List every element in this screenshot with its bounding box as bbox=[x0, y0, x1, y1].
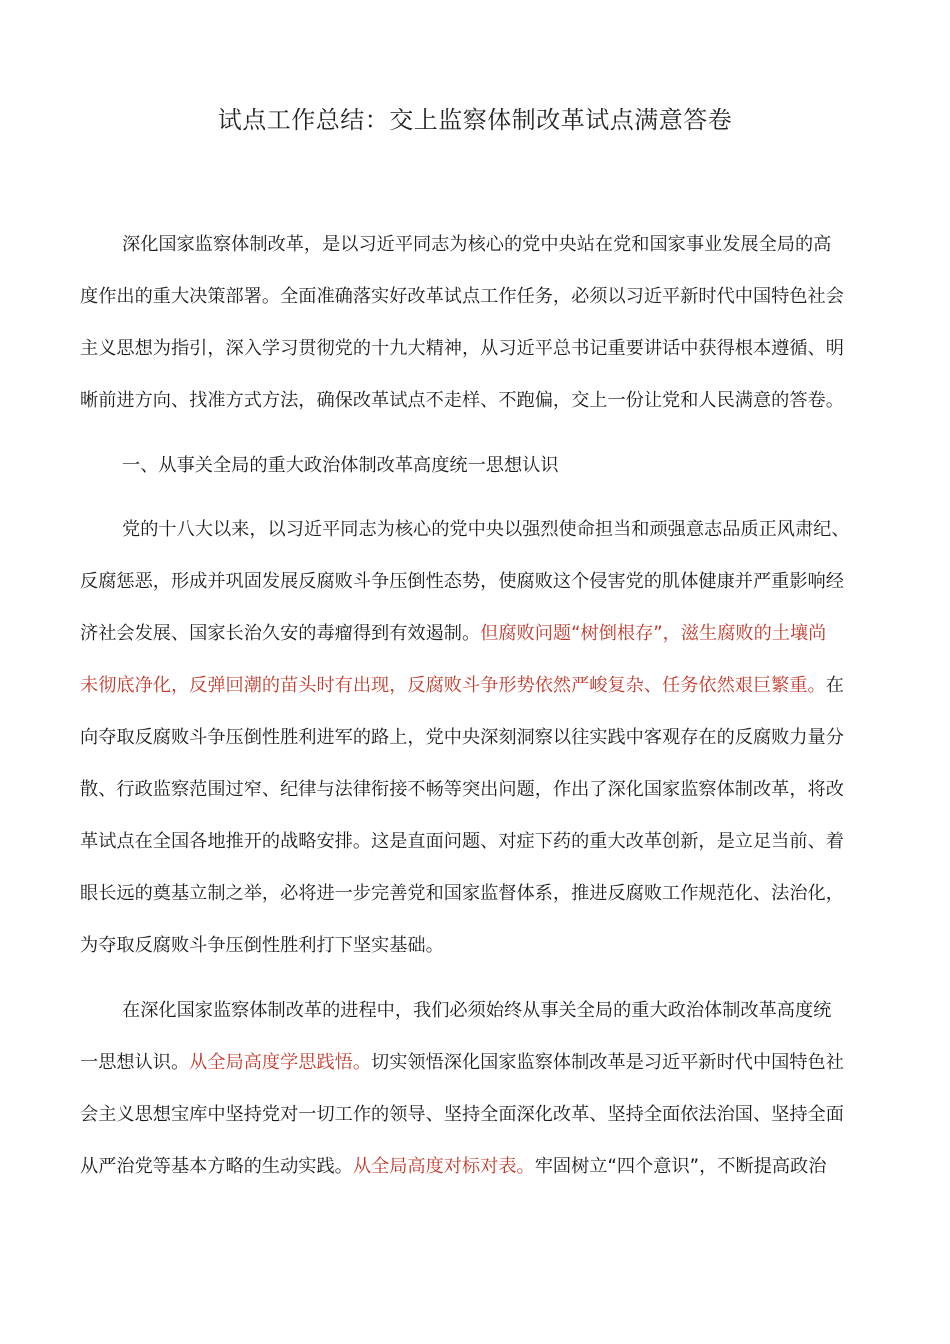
document-title: 试点工作总结：交上监察体制改革试点满意答卷 bbox=[217, 106, 733, 134]
p2-line-6: 散、行政监察范围过窄、纪律与法律衔接不畅等突出问题，作出了深化国家监察体制改革，将改 bbox=[80, 779, 844, 800]
p2-line-3-text: 济社会发展、国家长治久安的毒瘤得到有效遏制。 bbox=[80, 623, 481, 644]
p2-line-5: 向夺取反腐败斗争压倒性胜利进军的路上，党中央深刻洞察以往实践中客观存在的反腐败力量分 bbox=[80, 727, 844, 748]
p3-line-2-text-a: 一思想认识。 bbox=[80, 1052, 190, 1073]
p2-highlight-1: 但腐败问题“树倒根存”，滋生腐败的土壤尚 bbox=[480, 623, 827, 644]
p1-line-3: 主义思想为指引，深入学习贯彻党的十九大精神，从习近平总书记重要讲话中获得根本遵循、明 bbox=[80, 338, 844, 359]
p1-line-4: 晰前进方向、找准方式方法，确保改革试点不走样、不跑偏，交上一份让党和人民满意的答卷。 bbox=[80, 390, 844, 411]
p1-line-1: 深化国家监察体制改革，是以习近平同志为核心的党中央站在党和国家事业发展全局的高 bbox=[122, 234, 832, 255]
p3-line-2-text-b: 切实领悟深化国家监察体制改革是习近平新时代中国特色社 bbox=[371, 1052, 844, 1073]
p3-highlight-1: 从全局高度学思践悟。 bbox=[189, 1052, 372, 1073]
p3-line-3: 会主义思想宝库中坚持党对一切工作的领导、坚持全面深化改革、坚持全面依法治国、坚持全面 bbox=[80, 1104, 844, 1125]
p1-line-2: 度作出的重大决策部署。全面准确落实好改革试点工作任务，必须以习近平新时代中国特色社会 bbox=[80, 286, 844, 307]
p2-line-8: 眼长远的奠基立制之举，必将进一步完善党和国家监督体系，推进反腐败工作规范化、法治化， bbox=[80, 883, 844, 904]
section-heading-1: 一、从事关全局的重大政治体制改革高度统一思想认识 bbox=[122, 455, 559, 476]
p2-line-7: 革试点在全国各地推开的战略安排。这是直面问题、对症下药的重大改革创新，是立足当前、着 bbox=[80, 831, 844, 852]
p3-line-1: 在深化国家监察体制改革的进程中，我们必须始终从事关全局的重大政治体制改革高度统 bbox=[122, 1000, 832, 1021]
p2-highlight-2: 未彻底净化，反弹回潮的苗头时有出现，反腐败斗争形势依然严峻复杂、任务依然艰巨繁重。 bbox=[80, 675, 826, 696]
p2-line-9: 为夺取反腐败斗争压倒性胜利打下坚实基础。 bbox=[80, 935, 444, 956]
p2-line-4 bbox=[80, 671, 844, 701]
p2-line-4-text: 在 bbox=[825, 675, 844, 696]
p3-line-4-text-b: 牢固树立“四个意识”，不断提高政治 bbox=[534, 1156, 827, 1177]
p2-line-1: 党的十八大以来，以习近平同志为核心的党中央以强烈使命担当和顽强意志品质正风肃纪、 bbox=[122, 519, 850, 540]
p3-highlight-2: 从全局高度对标对表。 bbox=[352, 1156, 535, 1177]
p2-line-3 bbox=[80, 619, 826, 649]
p2-line-2: 反腐惩恶，形成并巩固发展反腐败斗争压倒性态势，使腐败这个侵害党的肌体健康并严重影响经 bbox=[80, 571, 844, 592]
p3-line-2 bbox=[80, 1048, 844, 1078]
p3-line-4-text-a: 从严治党等基本方略的生动实践。 bbox=[80, 1156, 353, 1177]
p3-line-4 bbox=[80, 1152, 826, 1182]
